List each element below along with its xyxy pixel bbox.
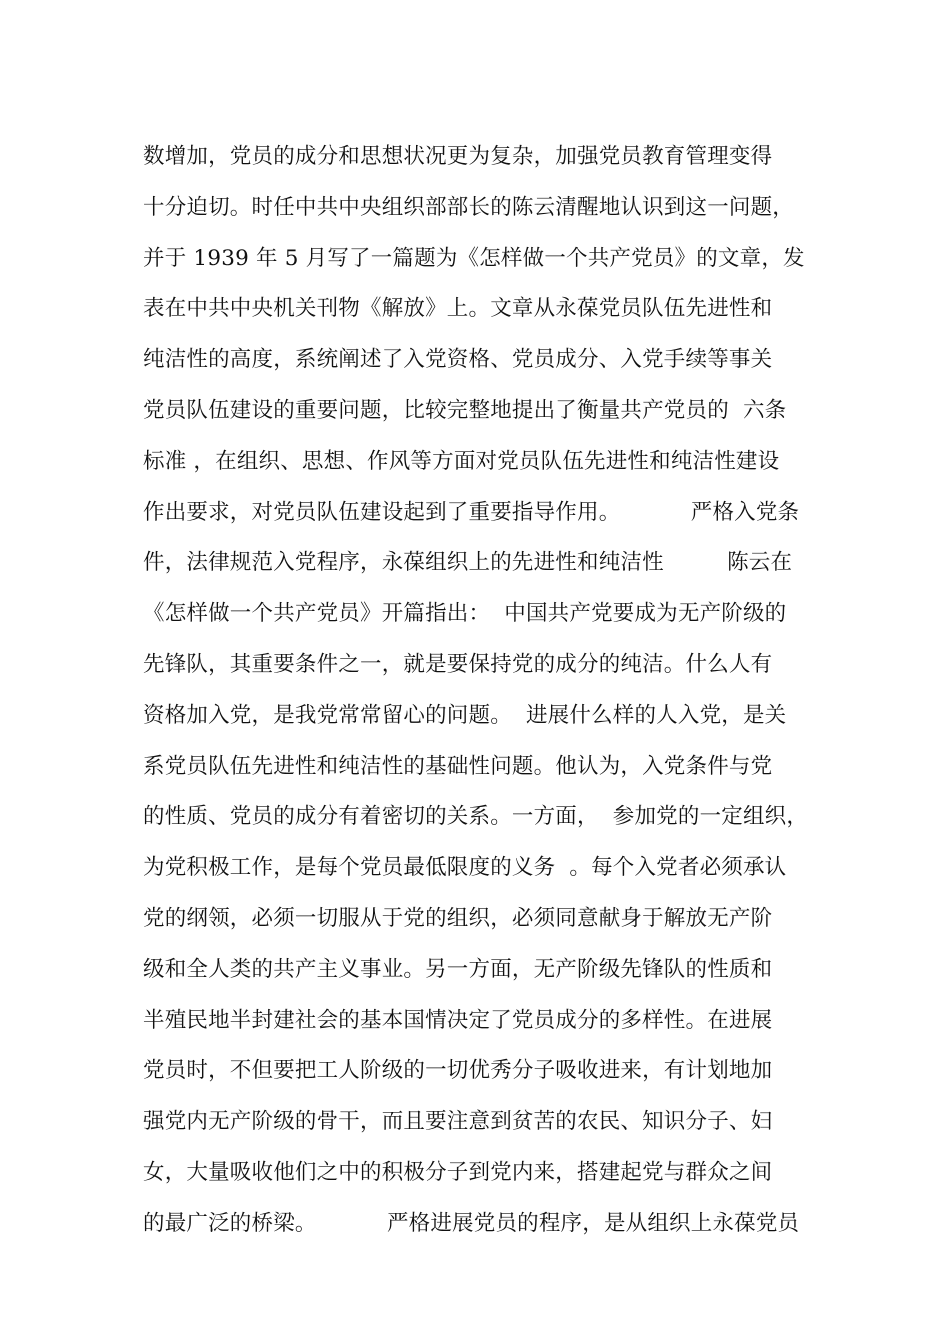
text-line: 数增加，党员的成分和思想状况更为复杂，加强党员教育管理变得 (143, 144, 773, 169)
body-text (143, 132, 823, 1250)
text-line: 先锋队，其重要条件之一，就是要保持党的成分的纯洁。什么人有 (143, 651, 773, 677)
text-line: 标准 ，在组织、思想、作风等方面对党员队伍先进性和纯洁性建设 (143, 448, 780, 474)
text-line: 党的纲领，必须一切服从于党的组织，必须同意献身于解放无产阶 (143, 905, 773, 931)
text-line: 的性质、党员的成分有着密切的关系。一方面， 参加党的一定组织， (143, 804, 809, 830)
text-line: 并于 1939 年 5 月写了一篇题为《怎样做一个共产党员》的文章，发 (143, 245, 805, 271)
text-line: 为党积极工作，是每个党员最低限度的义务 。每个入党者必须承认 (143, 855, 787, 881)
text-line: 党员时，不但要把工人阶级的一切优秀分子吸收进来，有计划地加 (143, 1058, 773, 1084)
text-line: 《怎样做一个共产党员》开篇指出： 中国共产党要成为无产阶级的 (143, 601, 787, 627)
text-line: 纯洁性的高度，系统阐述了入党资格、党员成分、入党手续等事关 (143, 347, 773, 373)
text-line: 强党内无产阶级的骨干，而且要注意到贫苦的农民、知识分子、妇 (143, 1109, 773, 1135)
text-line: 党员队伍建设的重要问题，比较完整地提出了衡量共产党员的 六条 (143, 397, 787, 423)
text-line: 半殖民地半封建社会的基本国情决定了党员成分的多样性。在进展 (143, 1007, 773, 1033)
text-line: 件，法律规范入党程序，永葆组织上的先进性和纯洁性 陈云在 (143, 550, 793, 576)
text-line: 作出要求，对党员队伍建设起到了重要指导作用。 严格入党条 (143, 499, 800, 525)
text-line: 资格加入党，是我党常常留心的问题。 进展什么样的人入党，是关 (143, 702, 787, 728)
text-line: 级和全人类的共产主义事业。另一方面，无产阶级先锋队的性质和 (143, 956, 773, 982)
text-line: 的最广泛的桥梁。 严格进展党员的程序，是从组织上永葆党员 (143, 1210, 800, 1236)
text-line: 十分迫切。时任中共中央组织部部长的陈云清醒地认识到这一问题， (143, 194, 795, 220)
text-line: 系党员队伍先进性和纯洁性的基础性问题。他认为，入党条件与党 (143, 753, 773, 779)
text-line: 女，大量吸收他们之中的积极分子到党内来，搭建起党与群众之间 (143, 1159, 773, 1185)
text-line: 表在中共中央机关刊物《解放》上。文章从永葆党员队伍先进性和 (143, 296, 773, 322)
